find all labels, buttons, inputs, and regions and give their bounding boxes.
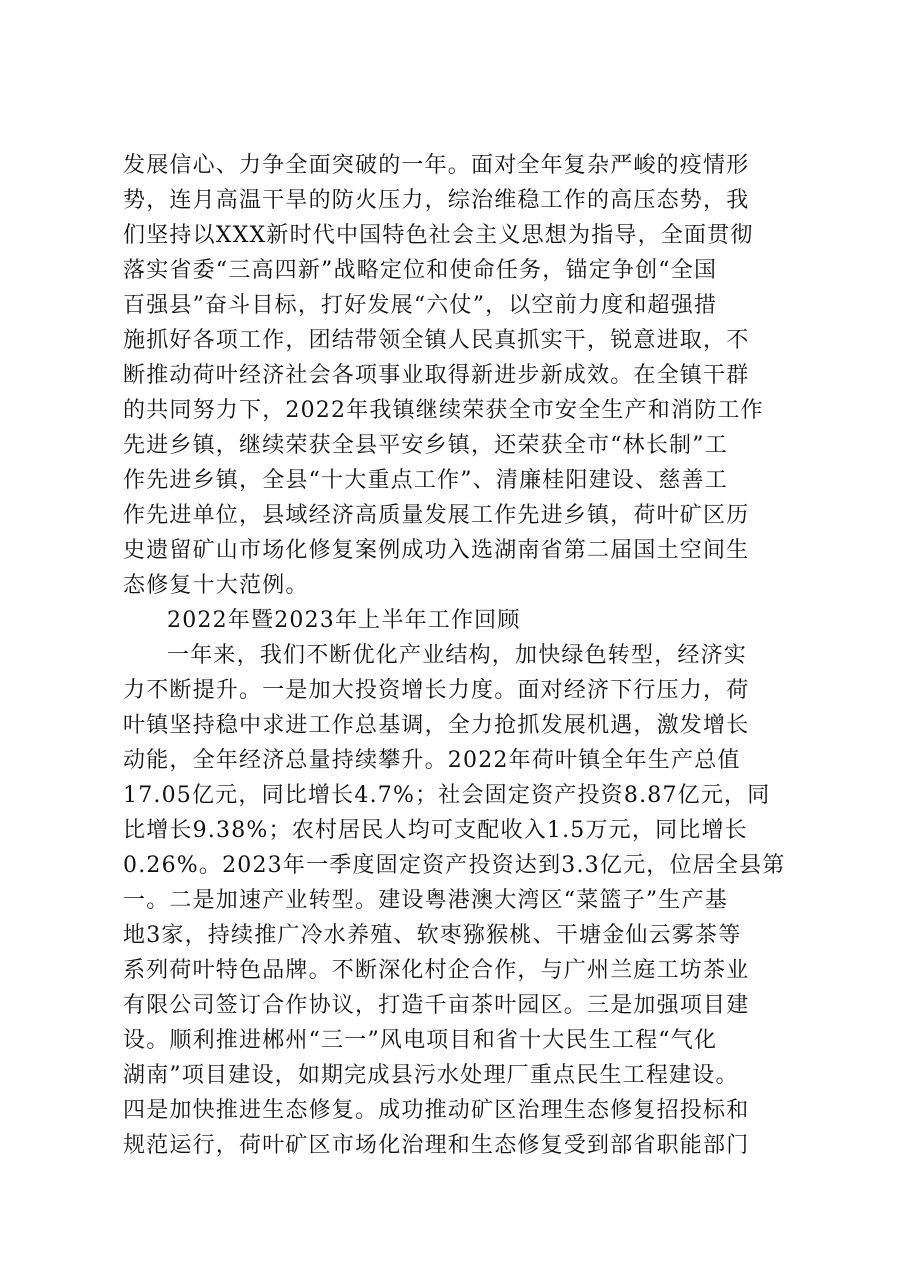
text-line: 作先进乡镇，全县“十大重点工作”、清廉桂阳建设、慈善工 [123,468,728,493]
text-line: 一年来，我们不断优化产业结构，加快绿色转型，经济实 [167,643,748,668]
text-line: 规范运行，荷叶矿区市场化治理和生态修复受到部省职能部门 [123,1133,750,1158]
text-line: 17.05亿元，同比增长4.7%；社会固定资产投资8.87亿元，同 [123,783,771,808]
text-line: 百强县”奋斗目标，打好发展“六仗”，以空前力度和超强措 [123,293,718,318]
text-line: 0.26%。2023年一季度固定资产投资达到3.3亿元，位居全县第 [123,853,786,878]
text-line: 叶镇坚持稳中求进工作总基调，全力抢抓发展机遇，激发增长 [123,713,750,738]
text-line: 施抓好各项工作，团结带领全镇人民真抓实干，锐意进取，不 [123,328,750,353]
text-line: 地3家，持续推广冷水养殖、软枣猕猴桃、干塘金仙云雾茶等 [123,923,742,948]
text-line: 四是加快推进生态修复。成功推动矿区治理生态修复招投标和 [123,1098,750,1123]
text-line: 作先进单位，县域经济高质量发展工作先进乡镇，荷叶矿区历 [123,503,750,528]
text-line: 势，连月高温干旱的防火压力，综治维稳工作的高压态势，我 [123,188,750,213]
text-line: 设。顺利推进郴州“三一”风电项目和省十大民生工程“气化 [123,1028,718,1053]
text-line: 落实省委“三高四新”战略定位和使命任务，锚定争创“全国 [123,258,718,283]
text-line: 系列荷叶特色品牌。不断深化村企合作，与广州兰庭工坊茶业 [123,958,750,983]
text-line: 史遗留矿山市场化修复案例成功入选湖南省第二届国土空间生 [123,538,750,563]
text-line: 的共同努力下，2022年我镇继续荣获全市安全生产和消防工作 [123,398,764,423]
text-line: 们坚持以XXX新时代中国特色社会主义思想为指导，全面贯彻 [123,223,754,248]
text-line: 比增长9.38%；农村居民人均可支配收入1.5万元，同比增长 [123,818,748,843]
text-line: 先进乡镇，继续荣获全县平安乡镇，还荣获全市“林长制”工 [123,433,728,458]
text-line: 湖南”项目建设，如期完成县污水处理厂重点民生工程建设。 [123,1063,739,1088]
text-line: 动能，全年经济总量持续攀升。2022年荷叶镇全年生产总值 [123,748,741,773]
text-line: 态修复十大范例。 [123,573,309,598]
text-line: 力不断提升。一是加大投资增长力度。面对经济下行压力，荷 [123,678,750,703]
text-line: 断推动荷叶经济社会各项事业取得新进步新成效。在全镇干群 [123,363,750,388]
text-line: 发展信心、力争全面突破的一年。面对全年复杂严峻的疫情形 [123,153,750,178]
text-line: 一。二是加速产业转型。建设粤港澳大湾区“菜篮子”生产基 [123,888,728,913]
document-body [123,148,798,1163]
paragraph-review [123,638,798,1163]
text-line: 有限公司签订合作协议，打造千亩茶叶园区。三是加强项目建 [123,993,750,1018]
paragraph-continuation [123,148,798,603]
section-heading: 2022年暨2023年上半年工作回顾 [167,608,521,633]
